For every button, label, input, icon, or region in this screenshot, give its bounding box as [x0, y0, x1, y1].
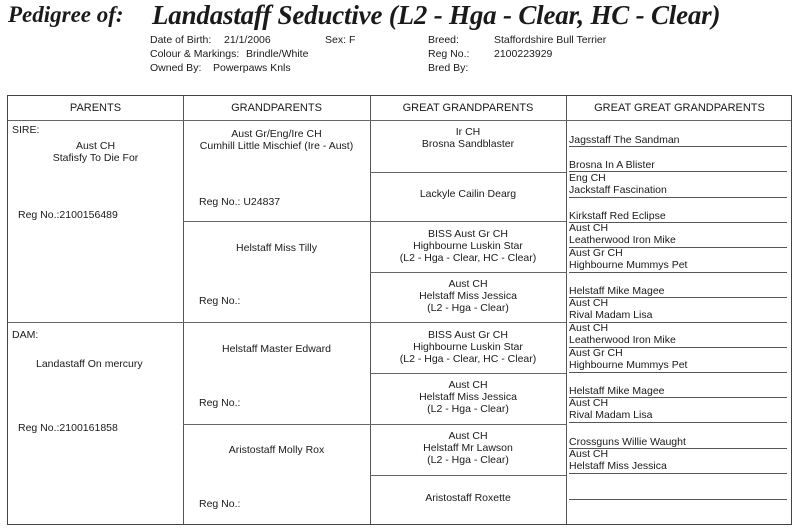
row-divider: [370, 172, 566, 173]
great-grandparent-line: Helstaff Miss Jessica: [419, 290, 517, 302]
ggp-line: Aust CH: [569, 297, 609, 309]
column-header-great-great-grandparents: GREAT GREAT GRANDPARENTS: [594, 102, 765, 114]
breed-label: Breed:: [428, 34, 459, 46]
great-grandparent-line: Brosna Sandblaster: [421, 138, 515, 150]
grandparent-name: Cumhill Little Mischief (Ire - Aust): [199, 140, 354, 152]
bred-label: Bred By:: [428, 62, 469, 74]
owned-value: Powerpaws Knls: [213, 62, 291, 74]
ggp-line: Helstaff Miss Jessica: [569, 459, 667, 472]
dob-label: Date of Birth:: [150, 34, 212, 46]
great-grandparent-line: Aust CH: [448, 430, 488, 442]
great-great-grandparent-cell: [569, 475, 787, 500]
ggp-line: Rival Madam Lisa: [569, 408, 653, 421]
great-grandparent-line: Aust CH: [448, 278, 488, 290]
row-divider: [370, 322, 566, 323]
ggp-line: Eng CH: [569, 172, 606, 184]
row-divider: [370, 373, 566, 374]
dob-value: 21/1/2006: [224, 34, 271, 46]
great-great-grandparent-cell: [569, 198, 787, 223]
ggp-line: Aust Gr CH: [569, 347, 623, 359]
pedigree-label: Pedigree of:: [8, 2, 124, 27]
column-header-great-grandparents: GREAT GRANDPARENTS: [402, 102, 534, 114]
sex-value: F: [349, 34, 356, 46]
header-divider: [8, 120, 791, 121]
sex-label: Sex:: [325, 34, 347, 46]
grandparent-title: Aust Gr/Eng/Ire CH: [231, 128, 322, 140]
dam-reg: Reg No.:2100161858: [18, 422, 118, 434]
ggp-line: Highbourne Mummys Pet: [569, 258, 688, 271]
row-divider: [370, 475, 566, 476]
dam-label: DAM:: [12, 329, 39, 341]
ggp-line: Kirkstaff Red Eclipse: [569, 210, 666, 222]
great-grandparent-line: (L2 - Hga - Clear): [427, 403, 509, 415]
great-great-grandparent-cell: [569, 500, 787, 524]
grandparent-name: Helstaff Master Edward: [222, 343, 331, 355]
great-great-grandparent-cell: [569, 173, 787, 198]
great-grandparent-line: (L2 - Hga - Clear, HC - Clear): [399, 252, 537, 264]
sire-reg: Reg No.:2100156489: [18, 209, 118, 221]
great-grandparent-line: BISS Aust Gr CH: [428, 228, 508, 240]
column-divider: [183, 96, 184, 524]
owned-label: Owned By:: [150, 62, 202, 74]
great-grandparent-line: Highbourne Luskin Star: [413, 341, 523, 353]
great-grandparent-line: (L2 - Hga - Clear): [427, 302, 509, 314]
sire-label: SIRE:: [12, 124, 40, 136]
great-great-grandparent-cell: [569, 273, 787, 298]
great-grandparent-line: (L2 - Hga - Clear, HC - Clear): [399, 353, 537, 365]
great-great-grandparent-cell: [569, 147, 787, 172]
ggp-line: Aust Gr CH: [569, 247, 623, 259]
sire-name: Stafisfy To Die For: [52, 152, 139, 164]
row-divider: [183, 424, 566, 425]
row-divider: [370, 272, 566, 273]
great-great-grandparent-cell: [569, 424, 787, 449]
ggp-line: Rival Madam Lisa: [569, 308, 653, 321]
great-grandparent-line: (L2 - Hga - Clear): [427, 454, 509, 466]
colour-label: Colour & Markings:: [150, 48, 240, 60]
great-great-grandparent-cell: [569, 122, 787, 147]
grandparent-reg: Reg No.:: [199, 397, 241, 409]
great-great-grandparent-cell: [569, 323, 787, 348]
grandparent-name: Helstaff Miss Tilly: [236, 242, 317, 254]
ggp-line: Aust CH: [569, 222, 609, 234]
ggp-line: Aust CH: [569, 322, 609, 334]
reg-label: Reg No.:: [428, 48, 470, 60]
great-great-grandparent-cell: [569, 298, 787, 323]
grandparent-reg: Reg No.:: [199, 498, 241, 510]
great-grandparent-line: Aristostaff Roxette: [425, 492, 511, 504]
reg-value: 2100223929: [494, 48, 553, 60]
great-grandparent-line: BISS Aust Gr CH: [428, 329, 508, 341]
ggp-line: Aust CH: [569, 397, 609, 409]
ggp-line: Aust CH: [569, 448, 609, 460]
grandparent-name: Aristostaff Molly Rox: [228, 444, 325, 456]
great-grandparent-line: Ir CH: [455, 126, 481, 138]
great-great-grandparent-cell: [569, 449, 787, 474]
ggp-line: Crossguns Willie Waught: [569, 436, 686, 448]
great-grandparent-line: Lackyle Cailin Dearg: [419, 188, 517, 200]
dog-name-title: Landastaff Seductive (L2 - Hga - Clear, HC - Clear): [152, 0, 721, 30]
great-grandparent-line: Helstaff Mr Lawson: [423, 442, 513, 454]
ggp-line: Helstaff Mike Magee: [569, 385, 665, 397]
colour-value: Brindle/White: [246, 48, 309, 60]
dam-name: Landastaff On mercury: [36, 358, 143, 370]
column-header-grandparents: GRANDPARENTS: [231, 102, 322, 114]
great-grandparent-line: Helstaff Miss Jessica: [419, 391, 517, 403]
ggp-line: Jackstaff Fascination: [569, 183, 667, 196]
ggp-line: Highbourne Mummys Pet: [569, 358, 688, 371]
ggp-line: Leatherwood Iron Mike: [569, 333, 676, 346]
row-divider: [183, 221, 566, 222]
ggp-line: Jagsstaff The Sandman: [569, 134, 680, 146]
column-header-parents: PARENTS: [69, 102, 122, 114]
great-great-grandparent-cell: [569, 223, 787, 248]
grandparent-reg: Reg No.: U24837: [199, 196, 281, 208]
great-great-grandparent-cell: [569, 248, 787, 273]
great-grandparent-line: Highbourne Luskin Star: [413, 240, 523, 252]
great-grandparent-line: Aust CH: [448, 379, 488, 391]
great-great-grandparent-cell: [569, 398, 787, 423]
sire-title: Aust CH: [75, 140, 116, 152]
ggp-line: Leatherwood Iron Mike: [569, 233, 676, 246]
column-divider: [566, 96, 567, 524]
ggp-line: Brosna In A Blister: [569, 159, 655, 171]
great-great-grandparent-cell: [569, 373, 787, 398]
great-great-grandparent-cell: [569, 348, 787, 373]
breed-value: Staffordshire Bull Terrier: [494, 34, 607, 46]
ggp-line: Helstaff Mike Magee: [569, 285, 665, 297]
row-divider: [8, 322, 370, 323]
pedigree-table: [7, 95, 792, 525]
grandparent-reg: Reg No.:: [199, 295, 241, 307]
